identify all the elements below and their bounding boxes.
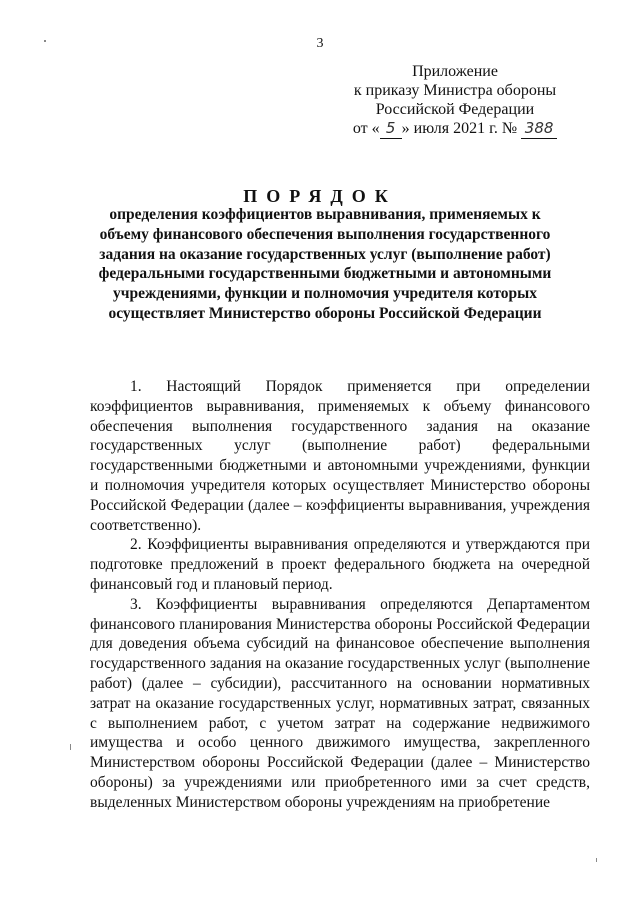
order-number: 388: [521, 119, 557, 139]
annex-header: [330, 62, 580, 139]
paragraph-3: 3. Коэффициенты выравнивания определяются Департаментом финансового планирования Министерства обороны Российской Федерации для доведения объема субсидий на финансовое обеспечение выполнения государственного задания на оказание государственных услуг (выполнение работ) (далее – субсидии), рассчитанного на основании нормативных затрат на оказание государственных услуг, нормативных затрат, связанных с выполнением работ, с учетом затрат на содержание недвижимого имущества и особо ценного движимого имущества, закрепленного Министерством обороны Российской Федерации (далее – Министерство обороны) за учреждениями или приобретенного ими за счет средств, выделенных Министерством обороны учреждениям на приобретение: [90, 595, 590, 811]
annex-line-2: к приказу Министра обороны: [353, 82, 557, 99]
document-title: ПОРЯДОК: [243, 186, 397, 206]
document-body: [90, 377, 590, 813]
page-number: 3: [316, 36, 324, 51]
paragraph-2: 2. Коэффициенты выравнивания определяются и утверждаются при подготовке предложений в проект федерального бюджета на очередной финансовый год и плановый период.: [90, 536, 590, 593]
date-prefix: от «: [352, 120, 380, 137]
date-day: 5: [380, 119, 402, 139]
annex-line-3: Российской Федерации: [375, 101, 535, 118]
date-middle: » июля 2021 г. №: [401, 120, 518, 137]
paragraph-1: 1. Настоящий Порядок применяется при определении коэффициентов выравнивания, применяемых к объему финансового обеспечения выполнения государственного задания на оказание государственных услуг (выполнение работ) федеральными государственными бюджетными и автономными учреждениями, функции и полномочия учредителя которых осуществляет Министерство обороны Российской Федерации (далее – коэффициенты выравнивания, учреждения соответственно).: [90, 378, 590, 534]
annex-date-line: [330, 119, 580, 139]
scan-speck: [44, 40, 46, 42]
scan-speck: [70, 744, 71, 750]
document-subtitle: определения коэффициентов выравнивания, применяемых к объему финансового обеспечения выполнения государственного задания на оказание государственных услуг (выполнение работ) федеральными государственными бюджетными и автономными учреждениями, функции и полномочия учредителя которых осуществляет Министерство обороны Российской Федерации: [98, 206, 552, 322]
annex-line-1: Приложение: [412, 63, 498, 80]
scan-speck: [596, 858, 597, 862]
